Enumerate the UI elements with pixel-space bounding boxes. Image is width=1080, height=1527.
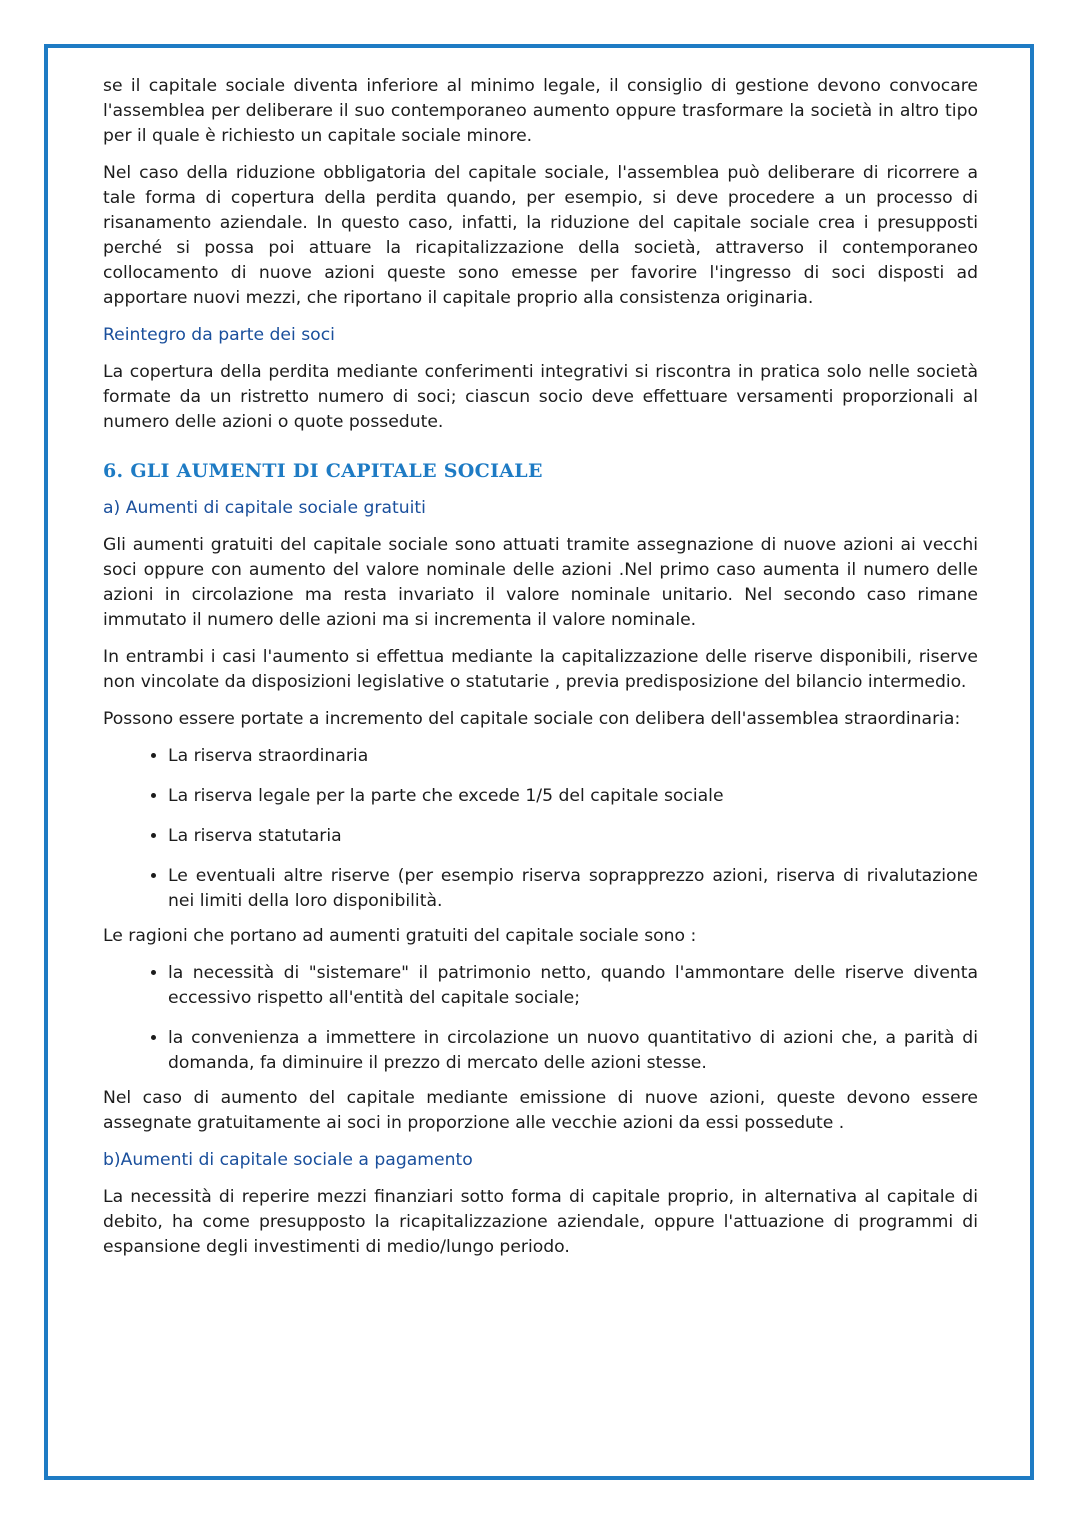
- subheading-reintegro: Reintegro da parte dei soci: [103, 325, 335, 345]
- document-body: [103, 74, 978, 1272]
- subheading-b: b)Aumenti di capitale sociale a pagamento: [103, 1150, 473, 1170]
- list-item: • Le eventuali altre riserve (per esempio riserva soprapprezzo azioni, riserva di rivalutazione nei limiti della loro disponibilità.: [168, 864, 978, 914]
- section-heading: 6. GLI AUMENTI DI CAPITALE SOCIALE: [103, 460, 543, 482]
- paragraph: Gli aumenti gratuiti del capitale sociale sono attuati tramite assegnazione di nuove azioni ai vecchi soci oppure con aumento del valore nominale delle azioni .Nel primo caso aumenta il numero delle azioni in circolazione ma resta invariato il valore nominale unitario. Nel secondo caso rimane immutato il numero delle azioni ma si incrementa il valore nominale.: [103, 535, 978, 630]
- paragraph: Nel caso della riduzione obbligatoria del capitale sociale, l'assemblea può deliberare di ricorrere a tale forma di copertura della perdita quando, per esempio, si deve procedere a un processo di risanamento aziendale. In questo caso, infatti, la riduzione del capitale sociale crea i presupposti perché si possa poi attuare la ricapitalizzazione della società, attraverso il contemporaneo collocamento di nuove azioni queste sono emesse per favorire l'ingresso di soci disposti ad apportare nuovi mezzi, che riportano il capitale proprio alla consistenza originaria.: [103, 163, 978, 308]
- subheading-a: a) Aumenti di capitale sociale gratuiti: [103, 498, 426, 518]
- list-item: • La riserva straordinaria: [168, 744, 978, 769]
- paragraph: se il capitale sociale diventa inferiore al minimo legale, il consiglio di gestione devono convocare l'assemblea per deliberare il suo contemporaneo aumento oppure trasformare la società in altro tipo per il quale è richiesto un capitale sociale minore.: [103, 76, 978, 146]
- paragraph: Nel caso di aumento del capitale mediante emissione di nuove azioni, queste devono essere assegnate gratuitamente ai soci in proporzione alle vecchie azioni da essi possedute .: [103, 1088, 978, 1133]
- paragraph: Le ragioni che portano ad aumenti gratuiti del capitale sociale sono :: [103, 926, 697, 946]
- list-item: • la necessità di "sistemare" il patrimonio netto, quando l'ammontare delle riserve diventa eccessivo rispetto all'entità del capitale sociale;: [168, 961, 978, 1011]
- list-item: • La riserva legale per la parte che excede 1/5 del capitale sociale: [168, 784, 978, 809]
- paragraph: Possono essere portate a incremento del capitale sociale con delibera dell'assemblea straordinaria:: [103, 709, 961, 729]
- reasons-list: [103, 961, 978, 1076]
- paragraph: La copertura della perdita mediante conferimenti integrativi si riscontra in pratica solo nelle società formate da un ristretto numero di soci; ciascun socio deve effettuare versamenti proporzionali al numero delle azioni o quote possedute.: [103, 362, 978, 432]
- list-item: • La riserva statutaria: [168, 824, 978, 849]
- paragraph: In entrambi i casi l'aumento si effettua mediante la capitalizzazione delle riserve disponibili, riserve non vincolate da disposizioni legislative o statutarie , previa predisposizione del bilancio intermedio.: [103, 647, 978, 692]
- reserves-list: [103, 744, 978, 914]
- list-item: • la convenienza a immettere in circolazione un nuovo quantitativo di azioni che, a parità di domanda, fa diminuire il prezzo di mercato delle azioni stesse.: [168, 1026, 978, 1076]
- paragraph: La necessità di reperire mezzi finanziari sotto forma di capitale proprio, in alternativa al capitale di debito, ha come presupposto la ricapitalizzazione aziendale, oppure l'attuazione di programmi di espansione degli investimenti di medio/lungo periodo.: [103, 1187, 978, 1257]
